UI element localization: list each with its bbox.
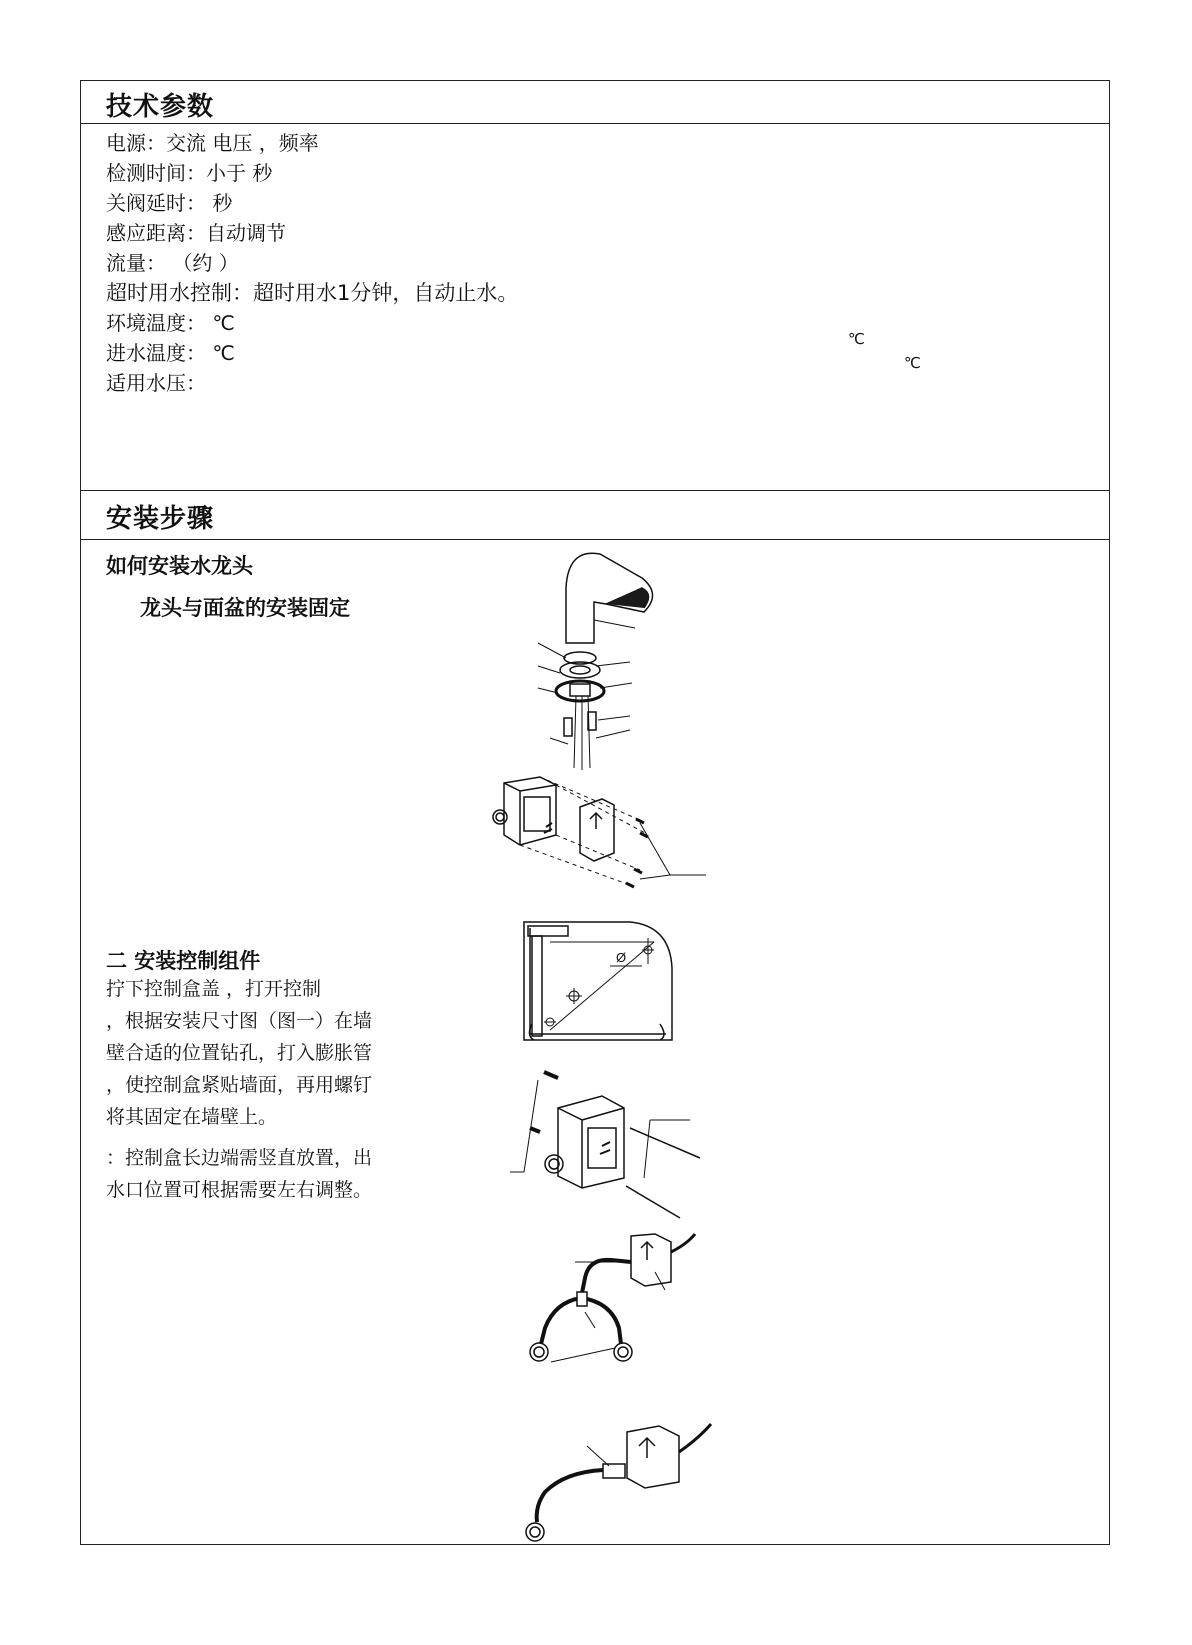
control-para-line-3: 壁合适的位置钻孔，打入膨胀管 (106, 1042, 373, 1064)
faucet-exploded-diagram (530, 548, 680, 773)
control-para-line-2: ，根据安装尺寸图（图一）在墙 (106, 1010, 373, 1032)
control-para-line-1: 拧下控制盒盖 ，打开控制 (106, 978, 322, 1000)
note-para-line-1: ：控制盒长边端需竖直放置，出 (106, 1147, 373, 1169)
stray-unit-1: ℃ (848, 330, 865, 348)
note-para-line-2: 水口位置可根据需要左右调整。 (106, 1179, 373, 1201)
specs-header-divider (80, 123, 1110, 124)
control-box-hose-diagram (515, 1232, 705, 1387)
spec-sensing-distance: 感应距离：自动调节 (106, 221, 286, 245)
mounting-dimension-diagram (520, 918, 690, 1063)
spec-ambient-temp: 环境温度： ℃ (106, 311, 235, 335)
spec-detect-time: 检测时间：小于 秒 (106, 161, 273, 185)
spec-close-delay: 关阀延时： 秒 (106, 191, 233, 215)
install-title: 安装步骤 (106, 504, 215, 534)
spec-water-pressure: 适用水压： (106, 371, 206, 395)
control-para-line-4: ，使控制盒紧贴墙面，再用螺钉 (106, 1074, 373, 1096)
control-heading: 二 安装控制组件 (106, 949, 261, 973)
spec-power: 电源：交流 电压 ，频率 (106, 131, 319, 155)
faucet-heading: 如何安装水龙头 (106, 554, 253, 578)
specs-title: 技术参数 (106, 92, 215, 122)
diameter-symbol: Ø (616, 950, 627, 965)
spec-flow: 流量： （约 ） (106, 251, 239, 275)
spec-water-temp: 进水温度： ℃ (106, 341, 235, 365)
install-header-divider (80, 539, 1110, 540)
faucet-subheading: 龙头与面盆的安装固定 (140, 596, 350, 620)
wall-mount-diagram (510, 1068, 710, 1223)
control-box-single-hose-diagram (515, 1422, 720, 1547)
control-box-exploded-diagram (490, 775, 710, 905)
spec-timeout-control: 超时用水控制：超时用水1分钟，自动止水。 (106, 281, 519, 305)
section-divider (80, 490, 1110, 491)
stray-unit-2: ℃ (904, 354, 921, 372)
control-para-line-5: 将其固定在墙壁上。 (106, 1106, 278, 1128)
